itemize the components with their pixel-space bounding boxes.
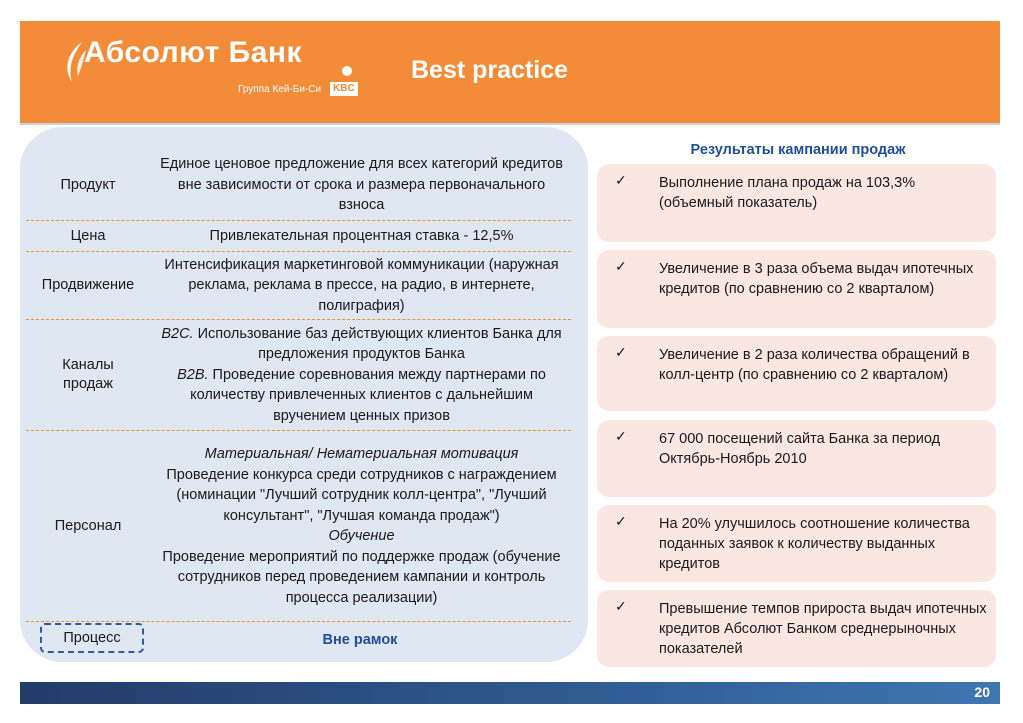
logo-subtext: Группа Кей-Би-Си — [238, 84, 322, 95]
bank-logo — [62, 34, 372, 104]
row-staff — [26, 431, 571, 622]
row-text — [156, 221, 567, 251]
row-text-line: Проведение конкурса среди сотрудников с награждением (номинации "Лучший сотрудник колл-центра", "Лучший консультант", "Лучшая команда продаж") — [166, 466, 557, 524]
process-label: Процесс — [40, 623, 144, 653]
result-card — [597, 505, 996, 582]
result-text: Увеличение в 3 раза объема выдач ипотечных кредитов (по сравнению со 2 кварталом) — [659, 261, 974, 297]
row-label: Персонал — [54, 517, 122, 534]
kbc-logo: KBC — [330, 82, 358, 96]
row-text — [156, 150, 567, 220]
row-sales-channels — [26, 320, 571, 431]
row-product — [26, 150, 571, 221]
result-text: Превышение темпов прироста выдач ипотечных кредитов Абсолют Банком среднерыночных показателей — [659, 601, 987, 657]
result-text: 67 000 посещений сайта Банка за период Октябрь-Ноябрь 2010 — [659, 431, 941, 467]
motivation-heading: Материальная/ Нематериальная мотивация — [204, 446, 519, 462]
row-text-line: Интенсификация маркетинговой коммуникации (наружная реклама, реклама в прессе, на радио, в интернете, полиграфия) — [164, 256, 559, 314]
checkmark-icon: ✓ — [615, 513, 627, 529]
row-text — [156, 252, 567, 319]
page-number: 20 — [974, 684, 990, 700]
row-price — [26, 221, 571, 252]
result-card — [597, 336, 996, 411]
result-card — [597, 164, 996, 242]
checkmark-icon: ✓ — [615, 344, 627, 360]
b2b-prefix: B2B. — [177, 366, 209, 383]
row-text-line: Единое ценовое предложение для всех категорий кредитов вне зависимости от срока и размера первоначального взноса — [160, 156, 563, 214]
header-divider — [20, 123, 1000, 125]
row-label: Цена — [70, 227, 106, 244]
training-heading: Обучение — [328, 528, 395, 544]
b2c-prefix: B2C. — [161, 325, 194, 342]
row-text-line — [156, 324, 567, 365]
result-card — [597, 250, 996, 328]
checkmark-icon: ✓ — [615, 172, 627, 188]
footer-bar — [20, 682, 1000, 704]
result-text: На 20% улучшилось соотношение количества поданных заявок к количеству выданных кредитов — [659, 516, 970, 572]
checkmark-icon: ✓ — [615, 428, 627, 444]
row-text — [156, 431, 567, 621]
row-text-line — [156, 365, 567, 427]
row-text-line: Проведение мероприятий по поддержке продаж (обучение сотрудников перед проведением кампании и контроль процесса реализации) — [162, 548, 561, 606]
row-text-line: Привлекательная процентная ставка - 12,5% — [209, 227, 514, 244]
checkmark-icon: ✓ — [615, 598, 627, 614]
process-out-of-scope: Вне рамок — [322, 632, 398, 648]
b2c-text: Использование баз действующих клиентов Банка для предложения продуктов Банка — [197, 325, 562, 363]
row-promotion — [26, 252, 571, 320]
b2b-text: Проведение соревнования между партнерами по количеству привлеченных клиентов с дальнейшим вручением ценных призов — [190, 366, 546, 424]
result-card — [597, 420, 996, 497]
row-label: Продвижение — [41, 277, 135, 293]
logo-dot-icon — [342, 66, 352, 76]
row-text — [156, 320, 567, 430]
result-text: Увеличение в 2 раза количества обращений в колл-центр (по сравнению со 2 кварталом) — [659, 347, 970, 383]
row-label: Каналы продаж — [62, 357, 114, 392]
results-title: Результаты кампании продаж — [690, 142, 906, 158]
logo-text: Абсолют Банк — [84, 36, 303, 69]
page-title: Best practice — [411, 56, 569, 84]
result-card — [597, 590, 996, 667]
checkmark-icon: ✓ — [615, 258, 627, 274]
row-label: Продукт — [60, 176, 116, 193]
result-text: Выполнение плана продаж на 103,3% (объемный показатель) — [659, 175, 916, 211]
